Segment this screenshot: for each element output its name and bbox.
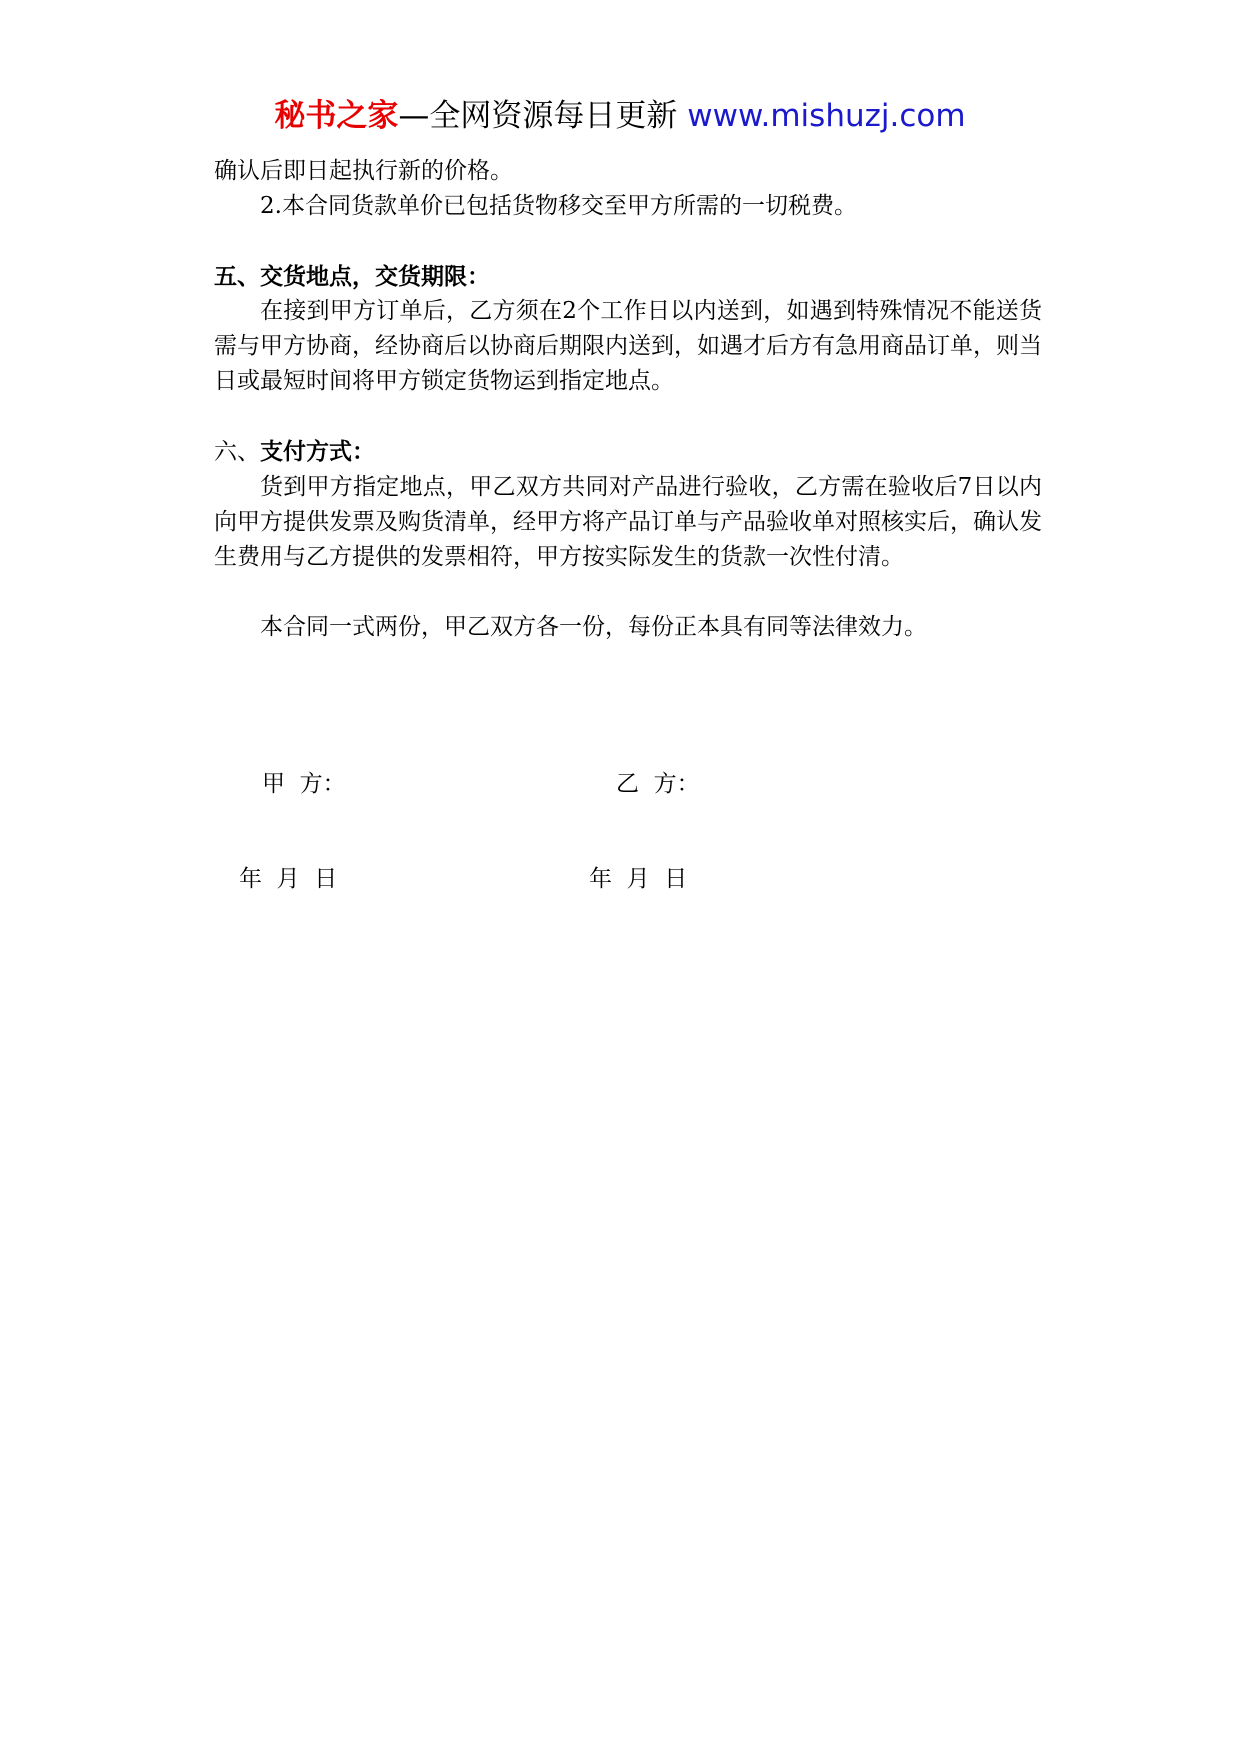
section-6-title: 支付方式： (260, 438, 375, 465)
header-slogan: —全网资源每日更新 (398, 98, 678, 134)
section-6-heading (214, 434, 1042, 470)
section-5-paragraph: 在接到甲方订单后，乙方须在2个工作日以内送到，如遇到特殊情况不能送货需与甲方协商，经协商后以协商后期限内送到，如遇才后方有急用商品订单，则当日或最短时间将甲方锁定货物运到指定地点。 (214, 298, 1042, 394)
closing-paragraph: 本合同一式两份，甲乙双方各一份，每份正本具有同等法律效力。 (260, 614, 927, 640)
section-6-paragraph: 货到甲方指定地点，甲乙双方共同对产品进行验收，乙方需在验收后7日以内向甲方提供发票及购货清单，经甲方将产品订单与产品验收单对照核实后，确认发生费用与乙方提供的发票相符，甲方按实际发生的货款一次性付清。 (214, 474, 1042, 570)
party-b-date-label: 年 月 日 (589, 866, 688, 892)
section-6-number: 六、 (214, 439, 260, 465)
paragraph-continuation: 确认后即日起执行新的价格。 (214, 158, 513, 184)
site-url-link[interactable]: www.mishuzj.com (687, 98, 966, 134)
party-b-signature-label: 乙 方： (616, 771, 700, 797)
paragraph-tax-clause: 2.本合同货款单价已包括货物移交至甲方所需的一切税费。 (260, 193, 857, 219)
section-5-heading: 五、交货地点，交货期限： (214, 263, 490, 290)
site-header (0, 96, 1240, 136)
brand-name: 秘书之家 (274, 98, 399, 134)
document-body (214, 154, 1042, 645)
party-a-signature-label: 甲 方： (262, 771, 346, 797)
party-a-date-label: 年 月 日 (239, 866, 338, 892)
